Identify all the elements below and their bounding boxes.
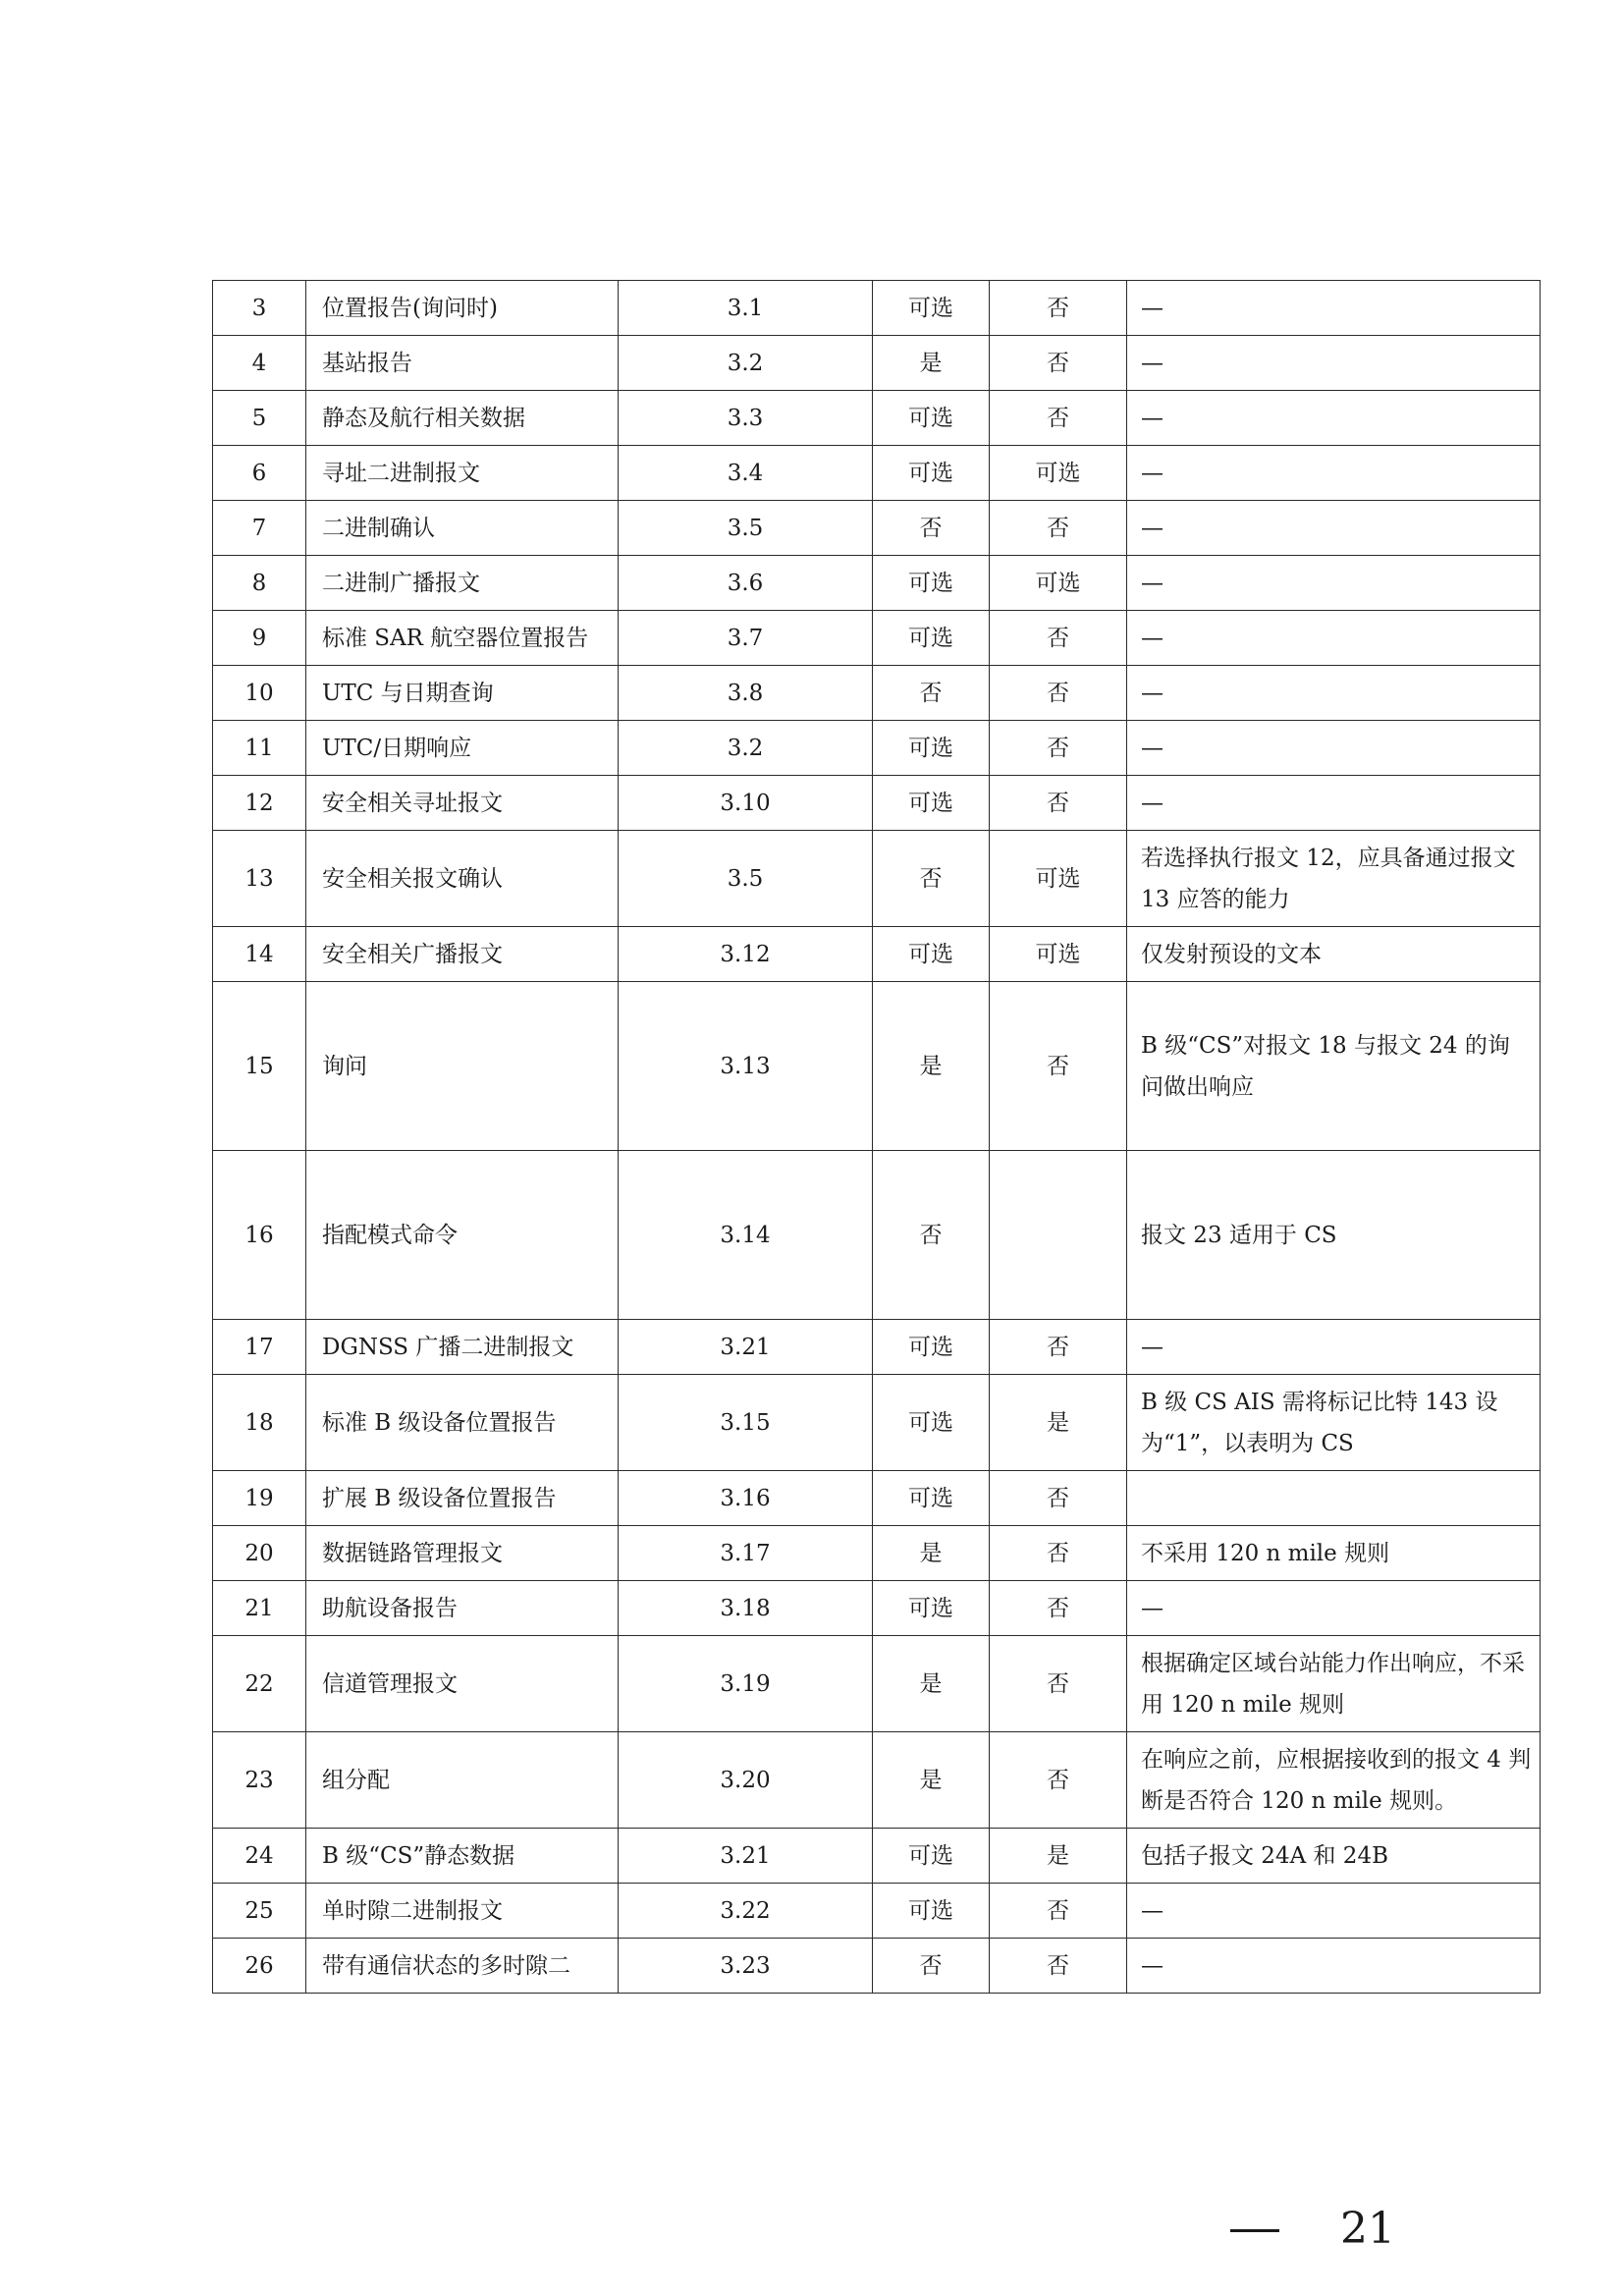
mobile-station-support-cell: 可选 xyxy=(873,721,990,776)
aton-support-cell xyxy=(990,1151,1127,1320)
row-number-cell: 6 xyxy=(213,446,306,501)
section-ref-cell: 3.16 xyxy=(619,1471,873,1526)
remark-cell: — xyxy=(1127,1939,1541,1994)
table-row xyxy=(213,1829,1541,1884)
remark-cell: 在响应之前，应根据接收到的报文 4 判断是否符合 120 n mile 规则。 xyxy=(1127,1732,1541,1829)
aton-support-cell: 否 xyxy=(990,666,1127,721)
section-ref-cell: 3.18 xyxy=(619,1581,873,1636)
table-row xyxy=(213,281,1541,336)
row-number-cell: 13 xyxy=(213,831,306,927)
aton-support-cell: 否 xyxy=(990,1939,1127,1994)
aton-support-cell: 否 xyxy=(990,281,1127,336)
message-name-cell: 助航设备报告 xyxy=(306,1581,619,1636)
message-name-cell: 二进制广播报文 xyxy=(306,556,619,611)
section-ref-cell: 3.2 xyxy=(619,721,873,776)
remark-cell: 仅发射预设的文本 xyxy=(1127,927,1541,982)
row-number-cell: 24 xyxy=(213,1829,306,1884)
aton-support-cell: 可选 xyxy=(990,831,1127,927)
remark-cell: 不采用 120 n mile 规则 xyxy=(1127,1526,1541,1581)
row-number-cell: 7 xyxy=(213,501,306,556)
message-name-cell: 标准 B 级设备位置报告 xyxy=(306,1375,619,1471)
table-row xyxy=(213,1320,1541,1375)
row-number-cell: 5 xyxy=(213,391,306,446)
mobile-station-support-cell: 可选 xyxy=(873,1829,990,1884)
section-ref-cell: 3.12 xyxy=(619,927,873,982)
remark-cell: — xyxy=(1127,611,1541,666)
mobile-station-support-cell: 是 xyxy=(873,1636,990,1732)
section-ref-cell: 3.8 xyxy=(619,666,873,721)
mobile-station-support-cell: 可选 xyxy=(873,1375,990,1471)
row-number-cell: 22 xyxy=(213,1636,306,1732)
mobile-station-support-cell: 可选 xyxy=(873,611,990,666)
aton-support-cell: 可选 xyxy=(990,446,1127,501)
footer-dash xyxy=(1230,2229,1279,2232)
message-name-cell: 安全相关寻址报文 xyxy=(306,776,619,831)
section-ref-cell: 3.5 xyxy=(619,831,873,927)
section-ref-cell: 3.1 xyxy=(619,281,873,336)
table-row xyxy=(213,1884,1541,1939)
row-number-cell: 21 xyxy=(213,1581,306,1636)
aton-support-cell: 可选 xyxy=(990,556,1127,611)
mobile-station-support-cell: 可选 xyxy=(873,556,990,611)
aton-support-cell: 是 xyxy=(990,1829,1127,1884)
table-row xyxy=(213,831,1541,927)
remark-cell: — xyxy=(1127,391,1541,446)
remark-cell: — xyxy=(1127,1884,1541,1939)
message-name-cell: 二进制确认 xyxy=(306,501,619,556)
section-ref-cell: 3.4 xyxy=(619,446,873,501)
row-number-cell: 25 xyxy=(213,1884,306,1939)
aton-support-cell: 否 xyxy=(990,611,1127,666)
remark-cell: — xyxy=(1127,281,1541,336)
table-row xyxy=(213,776,1541,831)
remark-cell: — xyxy=(1127,1581,1541,1636)
mobile-station-support-cell: 是 xyxy=(873,336,990,391)
row-number-cell: 10 xyxy=(213,666,306,721)
message-name-cell: 位置报告(询问时) xyxy=(306,281,619,336)
remark-cell: — xyxy=(1127,1320,1541,1375)
table-row xyxy=(213,336,1541,391)
row-number-cell: 12 xyxy=(213,776,306,831)
section-ref-cell: 3.14 xyxy=(619,1151,873,1320)
section-ref-cell: 3.20 xyxy=(619,1732,873,1829)
message-name-cell: 指配模式命令 xyxy=(306,1151,619,1320)
table-row xyxy=(213,1471,1541,1526)
table-row xyxy=(213,1636,1541,1732)
table-row xyxy=(213,1581,1541,1636)
remark-cell: B 级“CS”对报文 18 与报文 24 的询问做出响应 xyxy=(1127,982,1541,1151)
section-ref-cell: 3.15 xyxy=(619,1375,873,1471)
table-row xyxy=(213,391,1541,446)
message-name-cell: 标准 SAR 航空器位置报告 xyxy=(306,611,619,666)
remark-cell xyxy=(1127,1471,1541,1526)
section-ref-cell: 3.23 xyxy=(619,1939,873,1994)
remark-cell: 报文 23 适用于 CS xyxy=(1127,1151,1541,1320)
mobile-station-support-cell: 可选 xyxy=(873,1320,990,1375)
remark-cell: B 级 CS AIS 需将标记比特 143 设为“1”，以表明为 CS xyxy=(1127,1375,1541,1471)
row-number-cell: 9 xyxy=(213,611,306,666)
remark-cell: — xyxy=(1127,501,1541,556)
table-row xyxy=(213,1151,1541,1320)
mobile-station-support-cell: 可选 xyxy=(873,1884,990,1939)
message-name-cell: 询问 xyxy=(306,982,619,1151)
message-name-cell: B 级“CS”静态数据 xyxy=(306,1829,619,1884)
mobile-station-support-cell: 可选 xyxy=(873,776,990,831)
table-row xyxy=(213,446,1541,501)
aton-support-cell: 否 xyxy=(990,1471,1127,1526)
mobile-station-support-cell: 可选 xyxy=(873,281,990,336)
section-ref-cell: 3.3 xyxy=(619,391,873,446)
mobile-station-support-cell: 可选 xyxy=(873,446,990,501)
table-row xyxy=(213,721,1541,776)
message-name-cell: 数据链路管理报文 xyxy=(306,1526,619,1581)
table-row xyxy=(213,556,1541,611)
section-ref-cell: 3.13 xyxy=(619,982,873,1151)
message-name-cell: UTC 与日期查询 xyxy=(306,666,619,721)
row-number-cell: 11 xyxy=(213,721,306,776)
aton-support-cell: 否 xyxy=(990,776,1127,831)
aton-support-cell: 否 xyxy=(990,1884,1127,1939)
section-ref-cell: 3.7 xyxy=(619,611,873,666)
aton-support-cell: 否 xyxy=(990,721,1127,776)
aton-support-cell: 否 xyxy=(990,1320,1127,1375)
message-name-cell: 寻址二进制报文 xyxy=(306,446,619,501)
aton-support-cell: 否 xyxy=(990,982,1127,1151)
section-ref-cell: 3.21 xyxy=(619,1320,873,1375)
row-number-cell: 16 xyxy=(213,1151,306,1320)
table-row xyxy=(213,666,1541,721)
page-number: 21 xyxy=(1340,2204,1395,2254)
row-number-cell: 18 xyxy=(213,1375,306,1471)
mobile-station-support-cell: 否 xyxy=(873,1939,990,1994)
aton-support-cell: 否 xyxy=(990,391,1127,446)
message-name-cell: 基站报告 xyxy=(306,336,619,391)
table-row xyxy=(213,611,1541,666)
aton-support-cell: 否 xyxy=(990,1526,1127,1581)
section-ref-cell: 3.2 xyxy=(619,336,873,391)
table-row xyxy=(213,982,1541,1151)
section-ref-cell: 3.17 xyxy=(619,1526,873,1581)
remark-cell: — xyxy=(1127,666,1541,721)
message-name-cell: DGNSS 广播二进制报文 xyxy=(306,1320,619,1375)
mobile-station-support-cell: 否 xyxy=(873,666,990,721)
row-number-cell: 4 xyxy=(213,336,306,391)
table-row xyxy=(213,927,1541,982)
table-row xyxy=(213,1526,1541,1581)
section-ref-cell: 3.22 xyxy=(619,1884,873,1939)
aton-support-cell: 否 xyxy=(990,1732,1127,1829)
message-name-cell: 安全相关广播报文 xyxy=(306,927,619,982)
mobile-station-support-cell: 是 xyxy=(873,1526,990,1581)
remark-cell: 若选择执行报文 12，应具备通过报文 13 应答的能力 xyxy=(1127,831,1541,927)
remark-cell: — xyxy=(1127,776,1541,831)
message-name-cell: 静态及航行相关数据 xyxy=(306,391,619,446)
section-ref-cell: 3.19 xyxy=(619,1636,873,1732)
row-number-cell: 26 xyxy=(213,1939,306,1994)
section-ref-cell: 3.6 xyxy=(619,556,873,611)
table-row xyxy=(213,1732,1541,1829)
mobile-station-support-cell: 否 xyxy=(873,501,990,556)
message-name-cell: 单时隙二进制报文 xyxy=(306,1884,619,1939)
remark-cell: — xyxy=(1127,336,1541,391)
aton-support-cell: 是 xyxy=(990,1375,1127,1471)
section-ref-cell: 3.5 xyxy=(619,501,873,556)
row-number-cell: 8 xyxy=(213,556,306,611)
mobile-station-support-cell: 可选 xyxy=(873,391,990,446)
mobile-station-support-cell: 可选 xyxy=(873,927,990,982)
aton-support-cell: 否 xyxy=(990,1581,1127,1636)
mobile-station-support-cell: 否 xyxy=(873,1151,990,1320)
message-name-cell: 组分配 xyxy=(306,1732,619,1829)
remark-cell: 包括子报文 24A 和 24B xyxy=(1127,1829,1541,1884)
message-name-cell: 安全相关报文确认 xyxy=(306,831,619,927)
message-name-cell: UTC/日期响应 xyxy=(306,721,619,776)
mobile-station-support-cell: 是 xyxy=(873,1732,990,1829)
remark-cell: — xyxy=(1127,556,1541,611)
mobile-station-support-cell: 可选 xyxy=(873,1471,990,1526)
message-name-cell: 扩展 B 级设备位置报告 xyxy=(306,1471,619,1526)
aton-support-cell: 否 xyxy=(990,1636,1127,1732)
message-table xyxy=(212,280,1541,1994)
row-number-cell: 20 xyxy=(213,1526,306,1581)
row-number-cell: 15 xyxy=(213,982,306,1151)
remark-cell: — xyxy=(1127,446,1541,501)
row-number-cell: 19 xyxy=(213,1471,306,1526)
table-row xyxy=(213,1939,1541,1994)
message-name-cell: 带有通信状态的多时隙二 xyxy=(306,1939,619,1994)
mobile-station-support-cell: 是 xyxy=(873,982,990,1151)
row-number-cell: 17 xyxy=(213,1320,306,1375)
remark-cell: — xyxy=(1127,721,1541,776)
message-name-cell: 信道管理报文 xyxy=(306,1636,619,1732)
page-footer xyxy=(1222,2200,1399,2259)
table-row xyxy=(213,501,1541,556)
message-table-body xyxy=(213,281,1541,1994)
aton-support-cell: 可选 xyxy=(990,927,1127,982)
row-number-cell: 14 xyxy=(213,927,306,982)
section-ref-cell: 3.21 xyxy=(619,1829,873,1884)
aton-support-cell: 否 xyxy=(990,336,1127,391)
row-number-cell: 23 xyxy=(213,1732,306,1829)
mobile-station-support-cell: 否 xyxy=(873,831,990,927)
mobile-station-support-cell: 可选 xyxy=(873,1581,990,1636)
section-ref-cell: 3.10 xyxy=(619,776,873,831)
aton-support-cell: 否 xyxy=(990,501,1127,556)
table-row xyxy=(213,1375,1541,1471)
row-number-cell: 3 xyxy=(213,281,306,336)
remark-cell: 根据确定区域台站能力作出响应，不采用 120 n mile 规则 xyxy=(1127,1636,1541,1732)
